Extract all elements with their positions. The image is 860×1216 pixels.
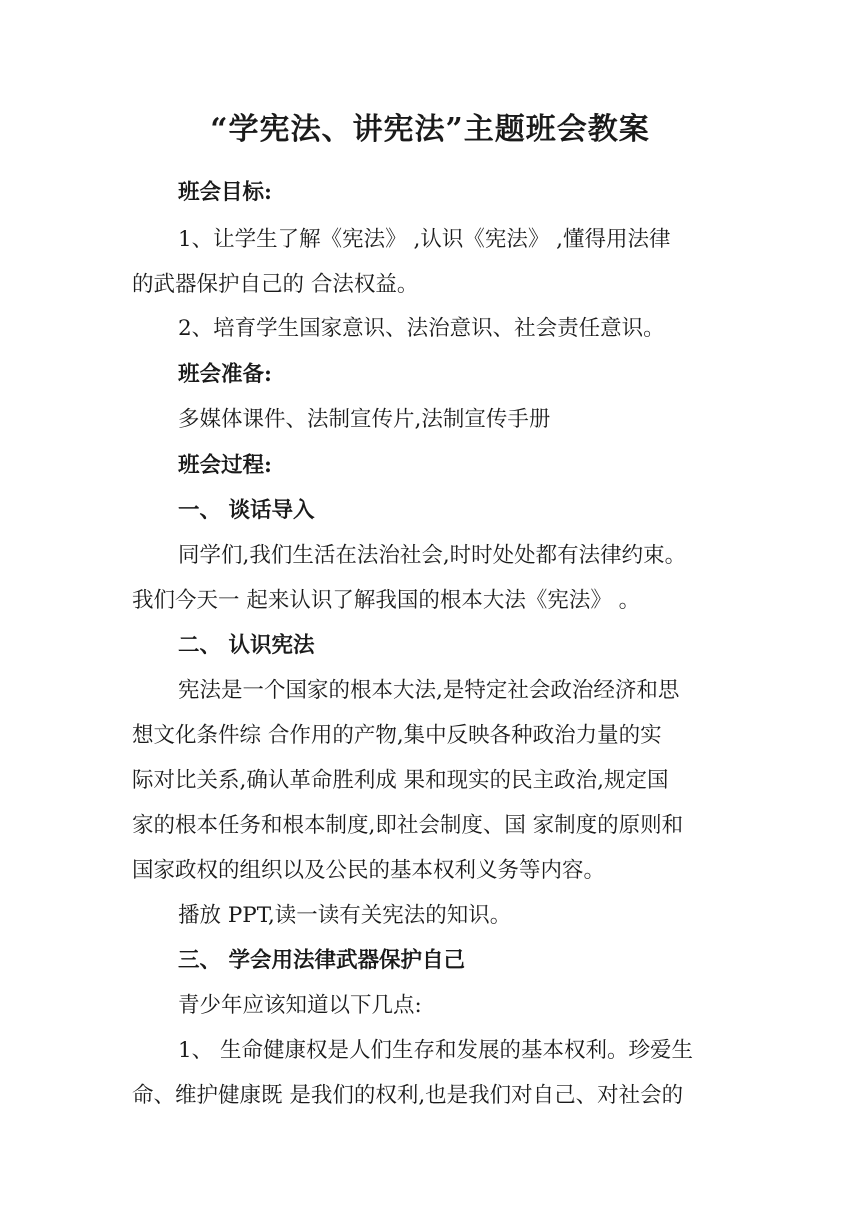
section-2-line-1: 宪法是一个国家的根本大法,是特定社会政治经济和思 [178, 678, 680, 703]
goal-1-line-1: 1、让学生了解《宪法》 ,认识《宪法》 ,懂得用法律 [178, 227, 671, 252]
heading-preparation: 班会准备: [178, 362, 272, 387]
goal-2: 2、培育学生国家意识、法治意识、社会责任意识。 [178, 316, 665, 341]
section-1-line-1: 同学们,我们生活在法治社会,时时处处都有法律约束。 [178, 543, 687, 568]
document-title: “学宪法、讲宪法”主题班会教案 [210, 112, 650, 147]
section-2-line-3: 际对比关系,确认革命胜利成 果和现实的民主政治,规定国 [132, 768, 669, 793]
section-3-heading: 三、 学会用法律武器保护自己 [178, 948, 465, 973]
section-2-line-5: 国家政权的组织以及公民的基本权利义务等内容。 [132, 858, 606, 883]
heading-goals: 班会目标: [178, 180, 272, 205]
section-1-line-2: 我们今天一 起来认识了解我国的根本大法《宪法》 。 [132, 588, 641, 613]
section-3-point-1-line-2: 命、维护健康既 是我们的权利,也是我们对自己、对社会的 [132, 1083, 684, 1108]
section-2-heading: 二、 认识宪法 [178, 633, 315, 658]
section-2-line-2: 想文化条件综 合作用的产物,集中反映各种政治力量的实 [132, 723, 662, 748]
heading-process: 班会过程: [178, 453, 272, 478]
section-3-point-1-line-1: 1、 生命健康权是人们生存和发展的基本权利。珍爱生 [178, 1038, 694, 1063]
section-2-ppt-line: 播放 PPT,读一读有关宪法的知识。 [178, 903, 512, 928]
goal-1-line-2: 的武器保护自己的 合法权益。 [132, 272, 419, 297]
section-3-intro: 青少年应该知道以下几点: [178, 993, 422, 1018]
section-1-heading: 一、 谈话导入 [178, 498, 315, 523]
preparation-text: 多媒体课件、法制宣传片,法制宣传手册 [178, 407, 551, 432]
section-2-line-4: 家的根本任务和根本制度,即社会制度、国 家制度的原则和 [132, 813, 684, 838]
